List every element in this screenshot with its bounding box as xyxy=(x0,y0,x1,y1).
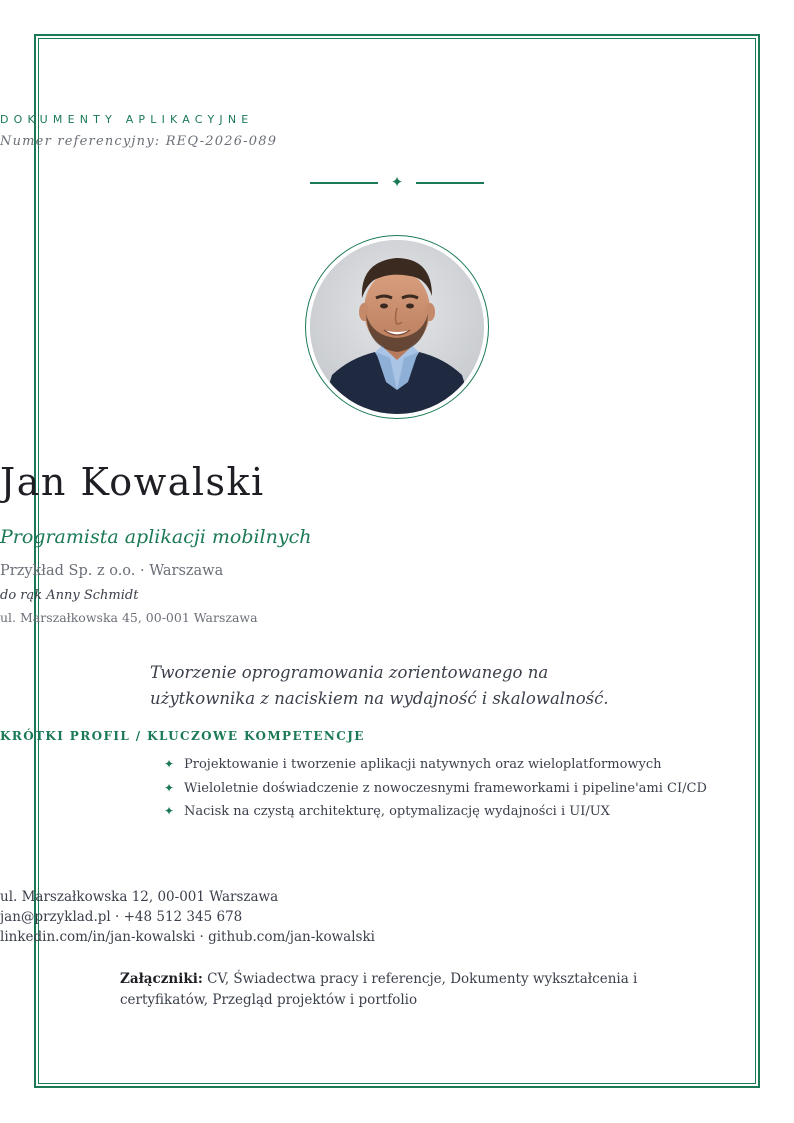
divider-line-right xyxy=(416,182,484,184)
contact-email-phone: jan@przyklad.pl · +48 512 345 678 xyxy=(0,909,243,925)
reference-number: Numer referencyjny: REQ-2026-089 xyxy=(0,134,278,149)
list-item xyxy=(164,800,664,824)
divider-ornament xyxy=(310,174,484,192)
competencies-list xyxy=(164,753,707,824)
profile-photo xyxy=(310,240,484,414)
competencies-title: KRÓTKI PROFIL / KLUCZOWE KOMPETENCJE xyxy=(0,729,365,743)
list-item xyxy=(164,753,664,777)
portrait-illustration xyxy=(310,240,484,414)
company-address: ul. Marszałkowska 45, 00-001 Warszawa xyxy=(0,610,258,625)
star-bullet-icon: ✦ xyxy=(164,804,175,818)
list-item-text: Nacisk na czystą architekturę, optymalizację wydajności i UI/UX xyxy=(184,804,610,819)
attention-line: do rąk Anny Schmidt xyxy=(0,588,139,603)
contact-links: linkedin.com/in/jan-kowalski · github.com/jan-kowalski xyxy=(0,929,375,945)
company-line: Przykład Sp. z o.o. · Warszawa xyxy=(0,563,224,579)
attachments xyxy=(120,969,674,1011)
list-item-text: Wieloletnie doświadczenie z nowoczesnymi frameworkami i pipeline'ami CI/CD xyxy=(184,780,707,796)
list-item-text: Projektowanie i tworzenie aplikacji natywnych oraz wieloplatformowych xyxy=(184,757,662,772)
contact-address: ul. Marszałkowska 12, 00-001 Warszawa xyxy=(0,889,279,905)
attachments-label: Załączniki: xyxy=(120,971,203,987)
star-icon: ✦ xyxy=(390,173,404,191)
star-bullet-icon: ✦ xyxy=(164,757,175,771)
star-bullet-icon: ✦ xyxy=(164,780,175,795)
candidate-role: Programista aplikacji mobilnych xyxy=(0,526,312,548)
tagline: Tworzenie oprogramowania zorientowanego na użytkownika z naciskiem na wydajność i skalowalność. xyxy=(150,663,609,708)
document-eyebrow: DOKUMENTY APLIKACYJNE xyxy=(0,113,254,126)
candidate-name: Jan Kowalski xyxy=(0,460,265,504)
divider-line-left xyxy=(310,182,378,184)
list-item xyxy=(164,777,707,801)
contact-block xyxy=(0,887,794,947)
attachments-text: CV, Świadectwa pracy i referencje, Dokumenty wykształcenia i certyfikatów, Przegląd projektów i portfolio xyxy=(120,971,638,1008)
